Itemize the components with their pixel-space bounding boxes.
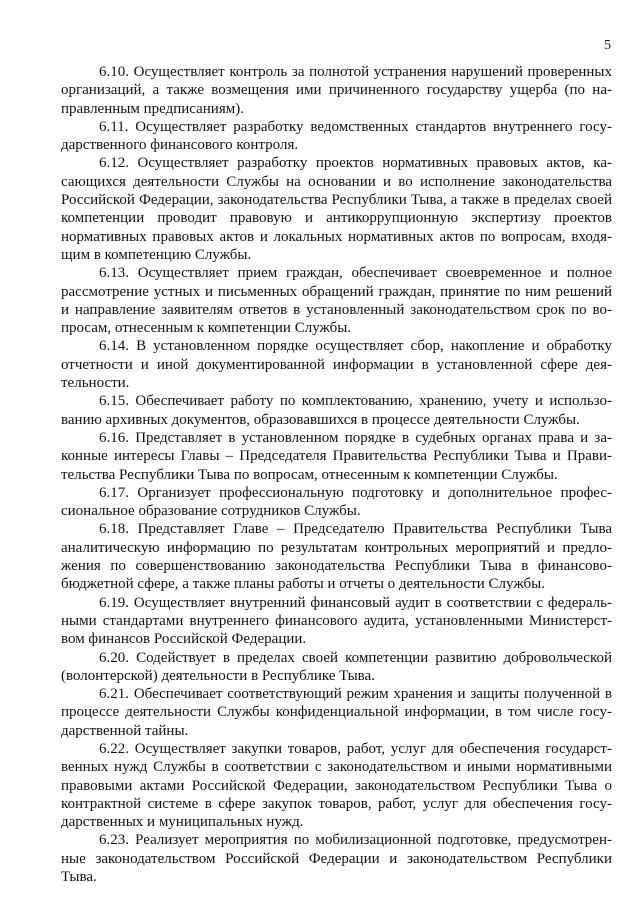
paragraph-6-10: 6.10. Осуществляет контроль за полнотой устранения нарушений проверенных организаций, а также возмещения ими причиненного государству ущерба (по направленным предписаниям).: [61, 64, 612, 117]
document-body: [61, 63, 612, 886]
paragraph-6-16: 6.16. Представляет в установленном порядке в судебных органах права и законные интересы Главы – Председателя Правительства Республики Тыва и Правительства Республики Тыва по вопросам, отнесенным к компетенции Службы.: [61, 429, 612, 483]
page-number: 5: [604, 38, 611, 53]
paragraph-6-20: 6.20. Содействует в пределах своей компетенции развитию добровольческой (волонтерской) деятельности в Республике Тыва.: [61, 649, 612, 684]
paragraph-6-22: 6.22. Осуществляет закупки товаров, работ, услуг для обеспечения государственных нужд Службы в соответствии с законодательством и иными нормативными правовыми актами Российской Федерации, законодательством Республики Тыва о контрактной системе в сфере закупок товаров, работ, услуг для обеспечения государственных и муниципальных нужд.: [61, 740, 612, 831]
paragraph-6-13: 6.13. Осуществляет прием граждан, обеспечивает своевременное и полное рассмотрение устных и письменных обращений граждан, принятие по ним решений и направление заявителям ответов в установленный законодательством срок по вопросам, отнесенным к компетенции Службы.: [61, 265, 612, 337]
paragraph-6-21: 6.21. Обеспечивает соответствующий режим хранения и защиты полученной в процессе деятельности Службы конфиденциальной информации, в том числе государственной тайны.: [61, 686, 612, 739]
paragraph-6-18: 6.18. Представляет Главе – Председателю Правительства Республики Тыва аналитическую информацию по результатам контрольных мероприятий и предложения по совершенствованию законодательства Республики Тыва в финансово-бюджетной сфере, а также планы работы и отчеты о деятельности Службы.: [61, 521, 612, 593]
paragraph-6-17: 6.17. Организует профессиональную подготовку и дополнительное профессиональное образование сотрудников Службы.: [61, 484, 612, 520]
paragraph-6-12: 6.12. Осуществляет разработку проектов нормативных правовых актов, касающихся деятельности Службы на основании и во исполнение законодательства Российской Федерации, законодательства Республики Тыва, а также в пределах своей компетенции проводит правовую и антикоррупционную экспертизу проектов нормативных правовых актов и локальных нормативных актов по вопросам, входящим в компетенцию Службы.: [61, 155, 612, 263]
paragraph-6-19: 6.19. Осуществляет внутренний финансовый аудит в соответствии с федеральными стандартами внутреннего финансового аудита, установленными Министерством финансов Российской Федерации.: [61, 594, 612, 648]
paragraph-6-23: 6.23. Реализует мероприятия по мобилизационной подготовке, предусмотренные законодательством Российской Федерации и законодательством Республики Тыва.: [61, 832, 612, 886]
paragraph-6-15: 6.15. Обеспечивает работу по комплектованию, хранению, учету и использованию архивных документов, образовавшихся в процессе деятельности Службы.: [61, 393, 612, 428]
paragraph-6-14: 6.14. В установленном порядке осуществляет сбор, накопление и обработку отчетности и иной документированной информации в установленной сфере деятельности.: [61, 338, 612, 392]
paragraph-6-11: 6.11. Осуществляет разработку ведомственных стандартов внутреннего государственного финансового контроля.: [61, 118, 612, 154]
